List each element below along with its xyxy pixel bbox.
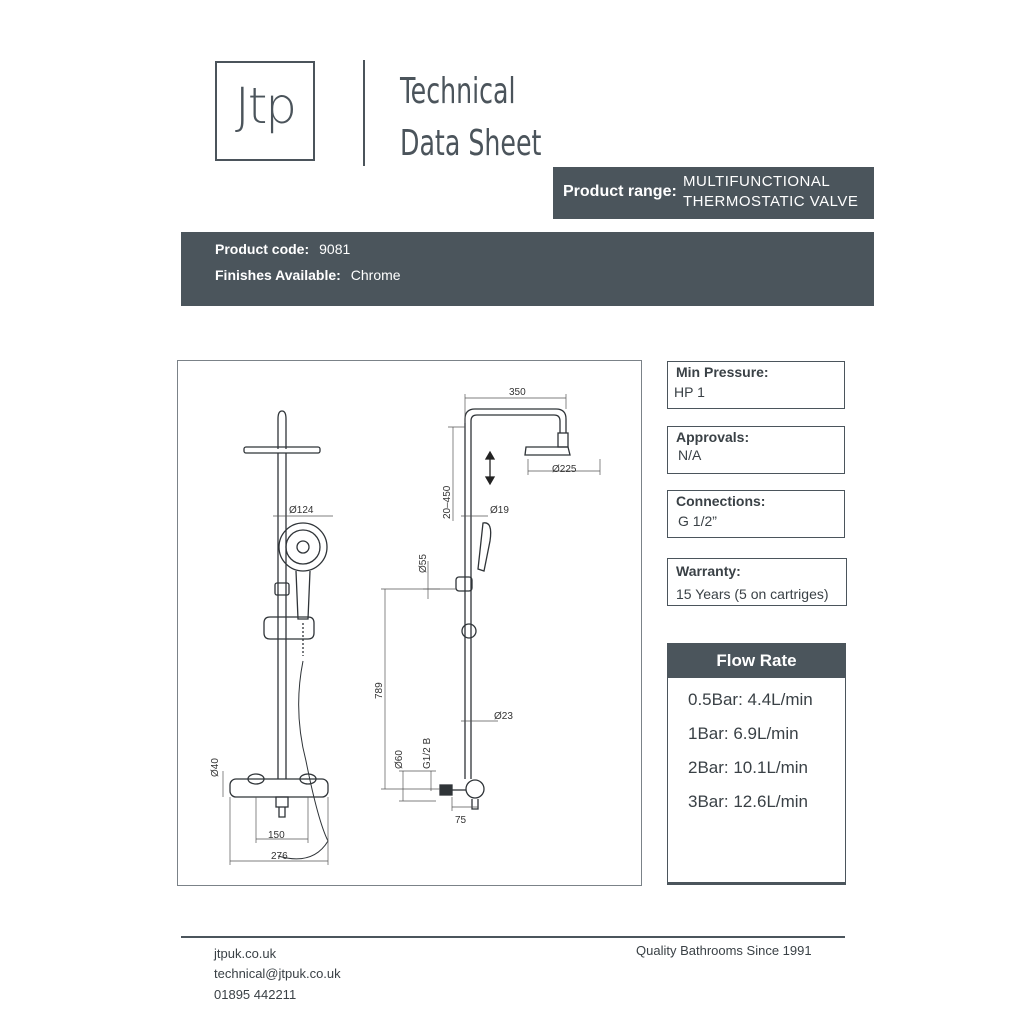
side-slider — [462, 624, 476, 638]
header-divider — [363, 60, 365, 166]
logo-text: Jtp — [234, 77, 296, 135]
front-slider — [264, 617, 314, 639]
min-pressure-title: Min Pressure: — [676, 364, 769, 380]
dim-75: 75 — [455, 815, 467, 826]
product-range-line-2: THERMOSTATIC VALVE — [683, 193, 859, 210]
front-arm — [278, 411, 286, 449]
connections-title: Connections: — [676, 493, 766, 509]
footer-email: technical@jtpuk.co.uk — [214, 966, 341, 981]
flow-rate-item: 3Bar: 12.6L/min — [688, 792, 809, 811]
product-range-label: Product range: — [563, 183, 677, 200]
title-line-1: Technical — [400, 71, 516, 112]
min-pressure-value: HP 1 — [674, 384, 705, 400]
warranty-title: Warranty: — [676, 563, 741, 579]
flow-rate-item: 0.5Bar: 4.4L/min — [688, 690, 813, 709]
side-handset — [478, 523, 491, 571]
product-info-banner — [181, 232, 874, 306]
approvals-value: N/A — [678, 447, 702, 463]
document-title — [400, 66, 541, 170]
dim-g12: G1/2 B — [422, 737, 433, 769]
technical-drawing — [177, 360, 642, 886]
brand-logo — [215, 61, 315, 161]
footer-tagline: Quality Bathrooms Since 1991 — [636, 943, 812, 958]
dim-150: 150 — [268, 830, 285, 841]
dim-23: Ø23 — [494, 711, 513, 722]
warranty-box — [667, 558, 847, 606]
finishes-label: Finishes Available: — [215, 267, 341, 283]
dim-40: Ø40 — [210, 758, 221, 777]
dim-20-450: 20–450 — [442, 485, 453, 519]
finishes-row — [215, 267, 401, 283]
flow-rate-box — [667, 643, 846, 885]
dim-60: Ø60 — [394, 750, 405, 769]
finishes-value: Chrome — [350, 267, 401, 283]
flow-rate-item: 2Bar: 10.1L/min — [688, 758, 809, 777]
footer-phone: 01895 442211 — [214, 987, 297, 1002]
min-pressure-box — [667, 361, 845, 409]
side-valve — [466, 780, 484, 798]
warranty-value: 15 Years (5 on cartriges) — [676, 586, 829, 602]
side-arm — [465, 409, 566, 433]
product-range-line-1: MULTIFUNCTIONAL — [683, 173, 831, 190]
side-rainhead — [525, 447, 570, 455]
connections-box — [667, 490, 845, 538]
front-holder-top — [275, 583, 289, 595]
title-line-2: Data Sheet — [400, 123, 542, 164]
approvals-box — [667, 426, 845, 474]
product-code-row — [215, 241, 350, 257]
dim-350: 350 — [509, 387, 526, 398]
dim-55: Ø55 — [418, 554, 429, 573]
flow-rate-title: Flow Rate — [668, 644, 845, 678]
footer-website: jtpuk.co.uk — [214, 946, 277, 961]
front-rainhead — [244, 447, 320, 453]
dim-19: Ø19 — [490, 505, 509, 516]
shower-drawing-svg — [178, 361, 643, 887]
product-range-value — [683, 172, 858, 212]
footer-divider — [181, 936, 845, 938]
dim-789: 789 — [374, 682, 385, 699]
connections-value: G 1/2” — [678, 513, 717, 529]
dim-225: Ø225 — [552, 464, 577, 475]
product-code-label: Product code: — [215, 241, 310, 257]
product-code-value: 9081 — [319, 241, 351, 257]
dim-276: 276 — [271, 851, 288, 862]
dim-124: Ø124 — [289, 505, 314, 516]
flow-rate-item: 1Bar: 6.9L/min — [688, 724, 799, 743]
product-range-banner — [553, 167, 874, 219]
approvals-title: Approvals: — [676, 429, 750, 445]
